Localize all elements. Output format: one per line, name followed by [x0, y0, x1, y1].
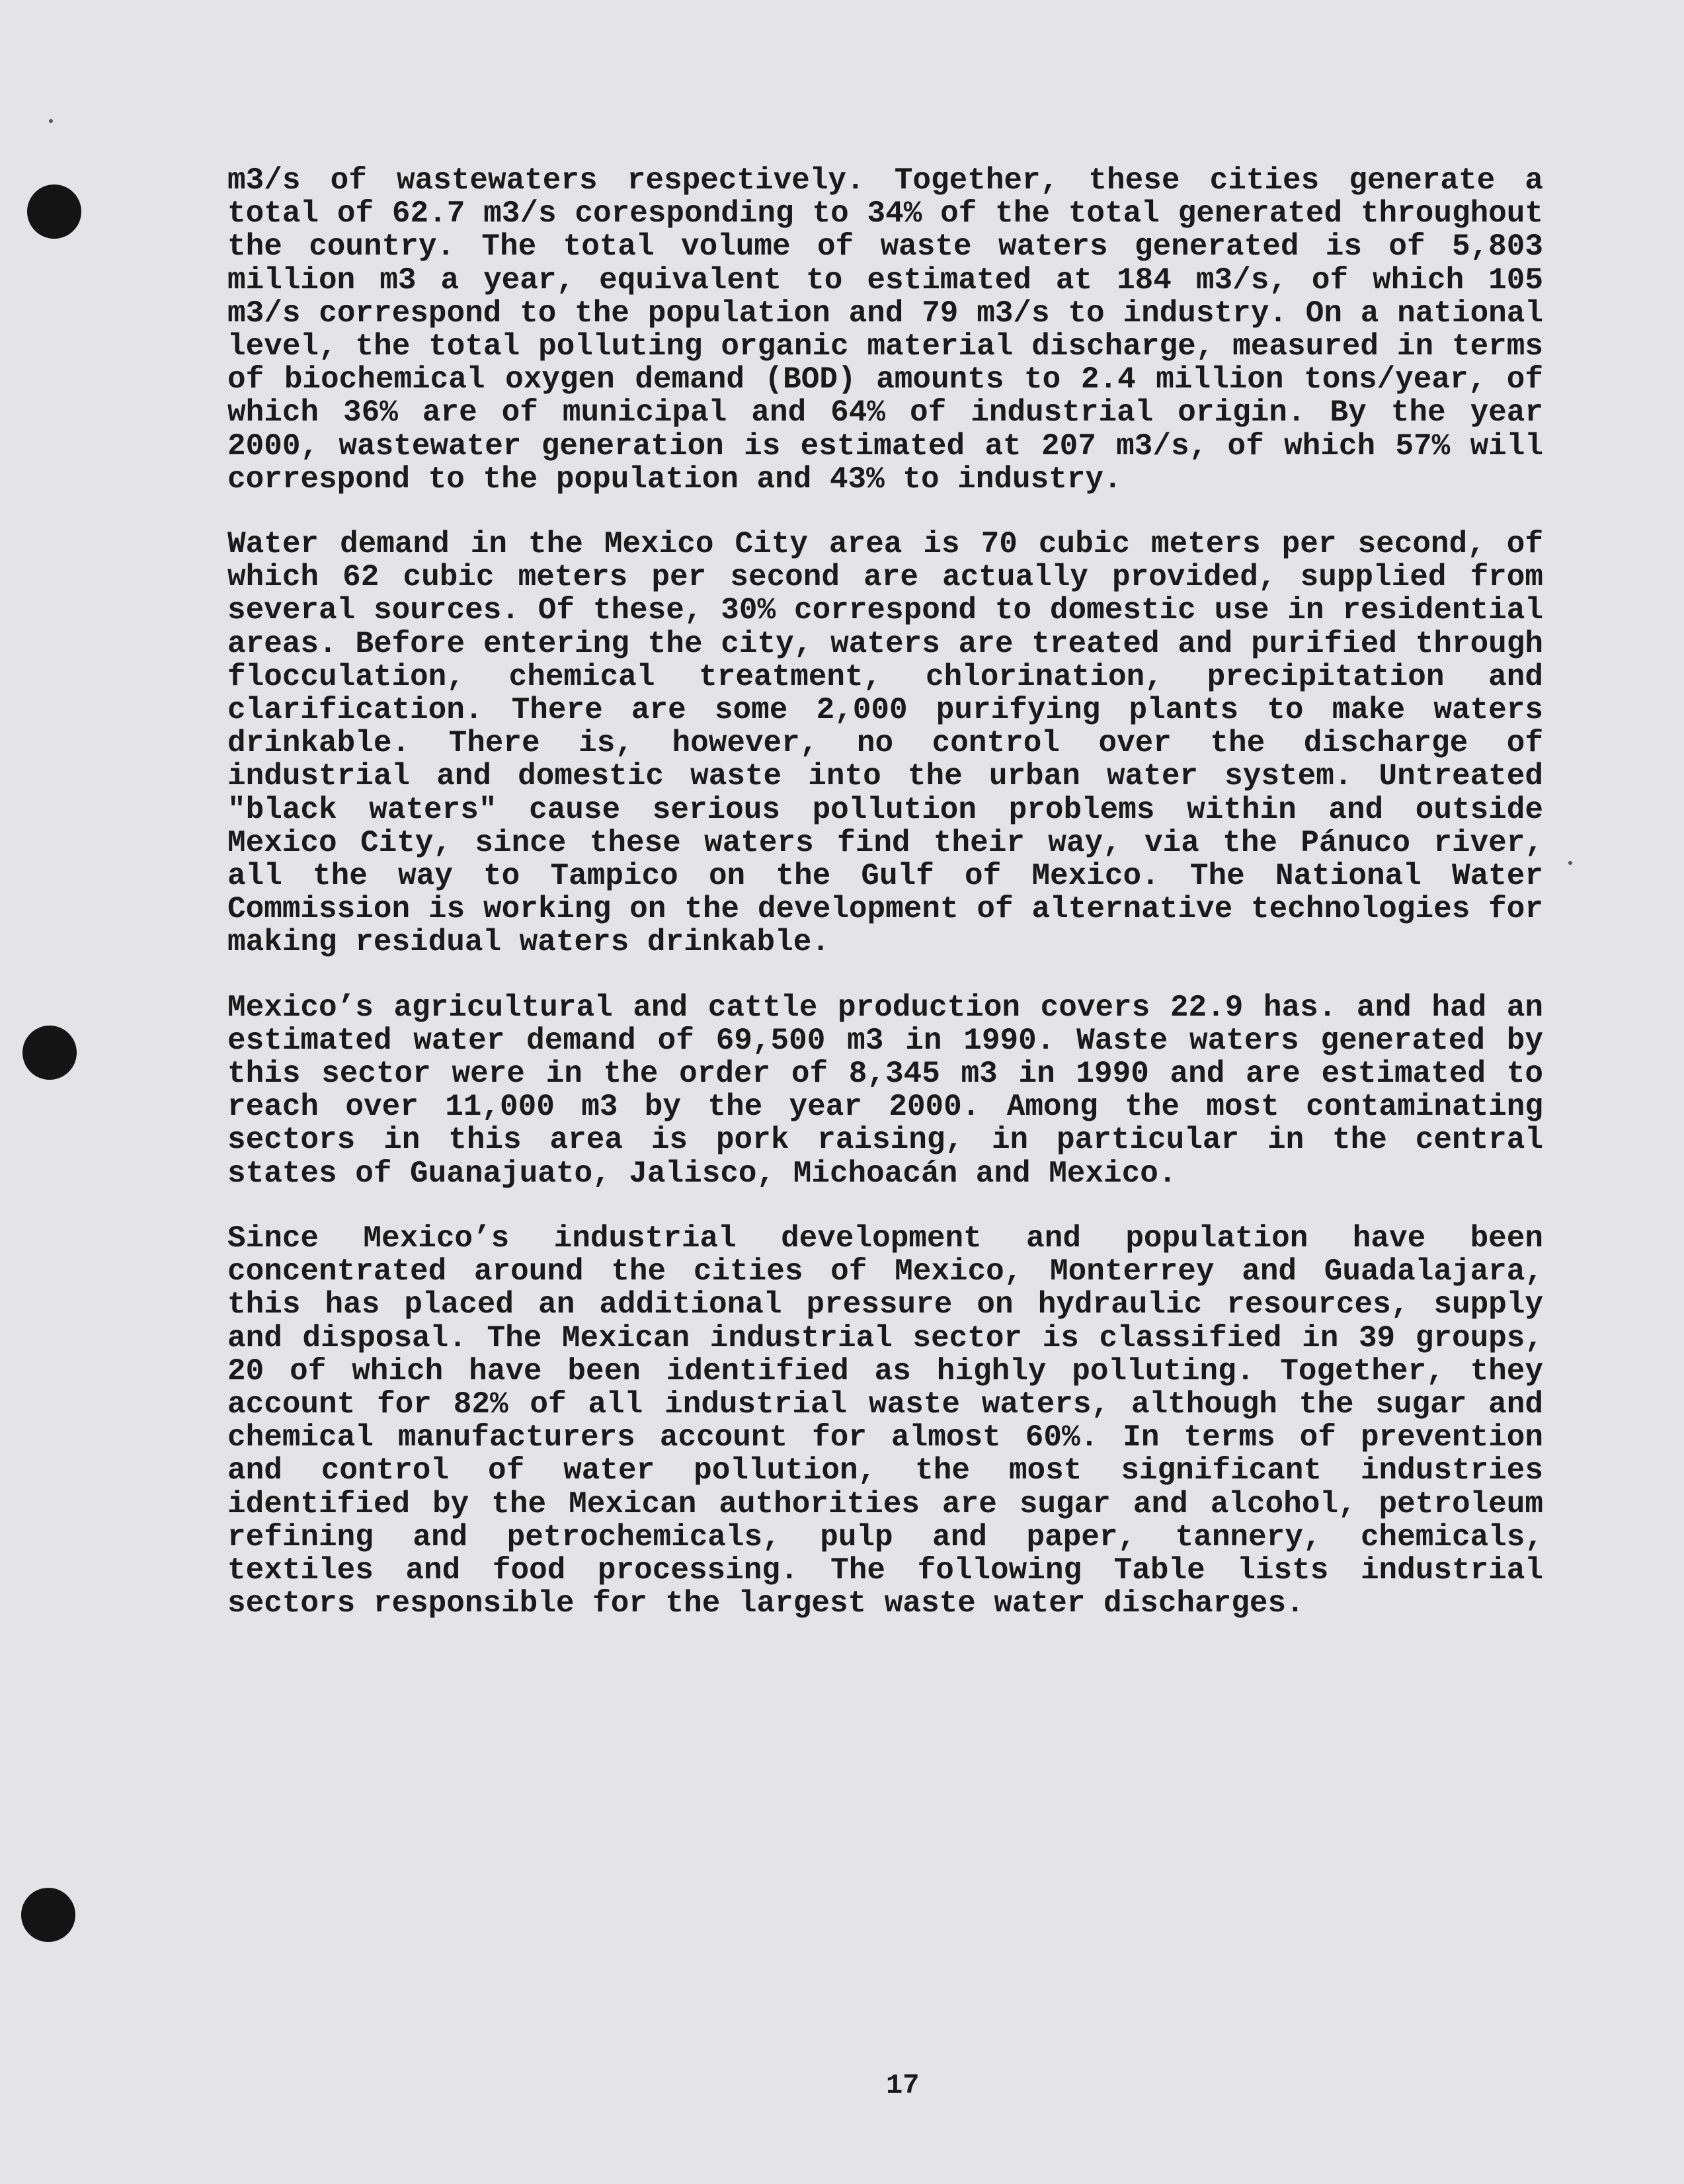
scan-speck [1568, 861, 1572, 865]
punch-hole-bottom [21, 1888, 75, 1942]
punch-hole-top [27, 184, 81, 239]
punch-hole-middle [22, 1026, 77, 1080]
paragraph-mexico-city-water-demand: Water demand in the Mexico City area is 70 cubic meters per second, of which 62 cubic meters per second are actually provided, supplied from several sources. Of these, 30% correspond to domestic use in residential areas. Before entering the city, waters are treated and purified through flocculation, chemical treatment, chlorination, precipitation and clarification. There are some 2,000 purifying plants to make waters drinkable. There is, however, no control over the discharge of industrial and domestic waste into the urban water system. Untreated "black waters" cause serious pollution problems within and outside Mexico City, since these waters find their way, via the Pánuco river, all the way to Tampico on the Gulf of Mexico. The National Water Commission is working on the development of alternative technologies for making residual waters drinkable. [227, 527, 1543, 960]
paragraph-industrial-development: Since Mexico’s industrial development and population have been concentrated around the cities of Mexico, Monterrey and Guadalajara, this has placed an additional pressure on hydraulic resources, supply and disposal. The Mexican industrial sector is classified in 39 groups, 20 of which have been identified as highly polluting. Together, they account for 82% of all industrial waste waters, although the sugar and chemical manufacturers account for almost 60%. In terms of prevention and control of water pollution, the most significant industries identified by the Mexican authorities are sugar and alcohol, petroleum refining and petrochemicals, pulp and paper, tannery, chemicals, textiles and food processing. The following Table lists industrial sectors responsible for the largest waste water discharges. [227, 1221, 1543, 1621]
paragraph-agricultural-production: Mexico’s agricultural and cattle production covers 22.9 has. and had an estimated water demand of 69,500 m3 in 1990. Waste waters generated by this sector were in the order of 8,345 m3 in 1990 and are estimated to reach over 11,000 m3 by the year 2000. Among the most contaminating sectors in this area is pork raising, in particular in the central states of Guanajuato, Jalisco, Michoacán and Mexico. [227, 990, 1543, 1191]
body-text [227, 164, 1543, 1652]
page-number: 17 [886, 2070, 920, 2101]
paragraph-wastewater-volume: m3/s of wastewaters respectively. Together, these cities generate a total of 62.7 m3/s coresponding to 34% of the total generated throughout the country. The total volume of waste waters generated is of 5,803 million m3 a year, equivalent to estimated at 184 m3/s, of which 105 m3/s correspond to the population and 79 m3/s to industry. On a national level, the total polluting organic material discharge, measured in terms of biochemical oxygen demand (BOD) amounts to 2.4 million tons/year, of which 36% are of municipal and 64% of industrial origin. By the year 2000, wastewater generation is estimated at 207 m3/s, of which 57% will correspond to the population and 43% to industry. [227, 163, 1543, 497]
scan-speck [49, 119, 53, 123]
